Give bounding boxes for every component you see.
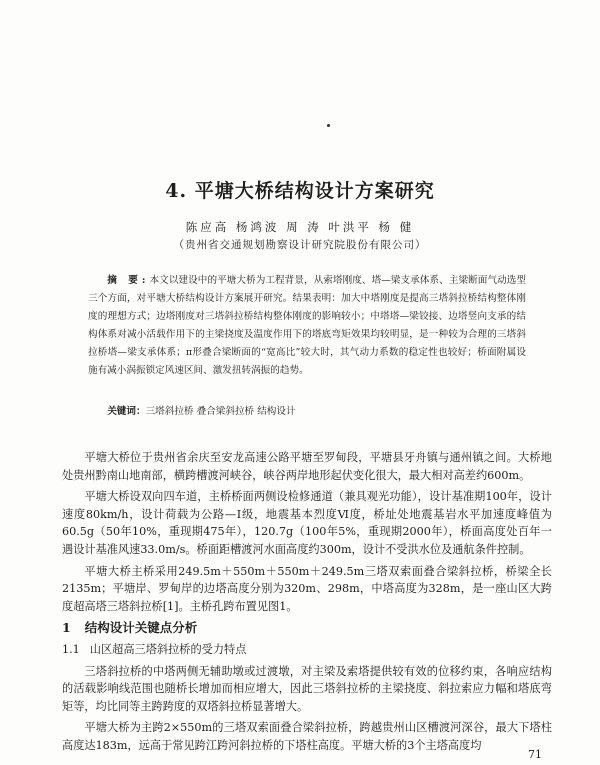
paragraph: 三塔斜拉桥的中塔两侧无辅助墩或过渡墩，对主梁及索塔提供较有效的位移约束，各响应结构的活载影响线范围也随桥长增加而相应增大，因此三塔斜拉桥的主梁挠度、斜拉索应力幅和塔底弯矩等，均比同等主跨跨度的双塔斜拉桥显著增大。 bbox=[62, 664, 552, 713]
section-heading bbox=[62, 619, 552, 637]
abstract bbox=[88, 272, 526, 380]
subsection-title: 山区超高三塔斜拉桥的受力特点 bbox=[89, 642, 247, 656]
author-list: 陈应高 杨鸿波 周 涛 叶洪平 杨 健 bbox=[185, 220, 415, 234]
abstract-text: 本文以建设中的平塘大桥为工程背景，从索塔刚度、塔—梁支承体系、主梁断面气动选型三个方面，对平塘大桥结构设计方案展开研究。结果表明：加大中塔刚度是提高三塔斜拉桥结构整体刚度的理想方式；边塔刚度对三塔斜拉桥结构整体刚度的影响较小；中塔塔—梁铰接、边塔竖向支承的结构体系对减小活载作用下的主梁挠度及温度作用下的塔底弯矩效果均较明显，是一种较为合理的三塔斜拉桥塔—梁支承体系；π形叠合梁断面的“宽高比”较大时，其气动力系数的稳定性也较好；桥面附属设施有减小涡振锁定风速区间、激发扭转涡振的趋势。 bbox=[88, 275, 527, 376]
section-title: 结构设计关键点分析 bbox=[84, 620, 198, 636]
keywords-text: 三塔斜拉桥 叠合梁斜拉桥 结构设计 bbox=[145, 406, 296, 417]
affiliation: （贵州省交通规划勘察设计研究院股份有限公司） bbox=[173, 239, 427, 251]
paragraph: 平塘大桥主桥采用249.5m＋550m＋550m＋249.5m三塔双索面叠合梁斜拉桥，桥梁全长2135m；平塘岸、罗甸岸的边塔高度分别为320m、298m，中塔高度为328m，是一座山区大跨度超高塔三塔斜拉桥[1]。主桥孔跨布置见图1。 bbox=[62, 564, 552, 613]
page-number: 71 bbox=[528, 748, 542, 761]
keywords-label: 关键词： bbox=[107, 406, 146, 417]
paragraph: 平塘大桥位于贵州省余庆至安龙高速公路平塘至罗甸段，平塘县牙舟镇与通州镇之间。大桥地处贵州黔南山地南部，横跨槽渡河峡谷，峡谷两岸地形起伏变化很大，最大相对高差约600m。 bbox=[62, 451, 552, 482]
section-number: 1 bbox=[62, 620, 71, 636]
decorative-dot bbox=[327, 124, 330, 127]
abstract-label: 摘 要: bbox=[107, 275, 150, 286]
paper-title: 4. 平塘大桥结构设计方案研究 bbox=[165, 180, 435, 202]
paragraph: 平塘大桥设双向四车道，主桥桥面两侧设检修通道（兼具观光功能），设计基准期100年，设计速度80km/h，设计荷载为公路—Ⅰ级，地震基本烈度Ⅵ度，桥址处地震基岩水平加速度峰值为60.5g（50年10%，重现期475年），120.7g（100年5%，重现期2000年），桥面高度处百年一遇设计基准风速33.0m/s。桥面距槽渡河水面高度约300m，设计不受洪水位及通航条件控制。 bbox=[62, 490, 552, 556]
paragraph: 平塘大桥为主跨2×550m的三塔双索面叠合梁斜拉桥，跨越贵州山区槽渡河深谷，最大下塔柱高度达183m，远高于常见跨江跨河斜拉桥的下塔柱高度。平塘大桥的3个主塔高度均 bbox=[62, 721, 552, 752]
subsection-number: 1.1 bbox=[62, 642, 80, 656]
keywords bbox=[88, 403, 526, 417]
subsection-heading bbox=[62, 641, 552, 659]
body-text bbox=[62, 449, 552, 755]
